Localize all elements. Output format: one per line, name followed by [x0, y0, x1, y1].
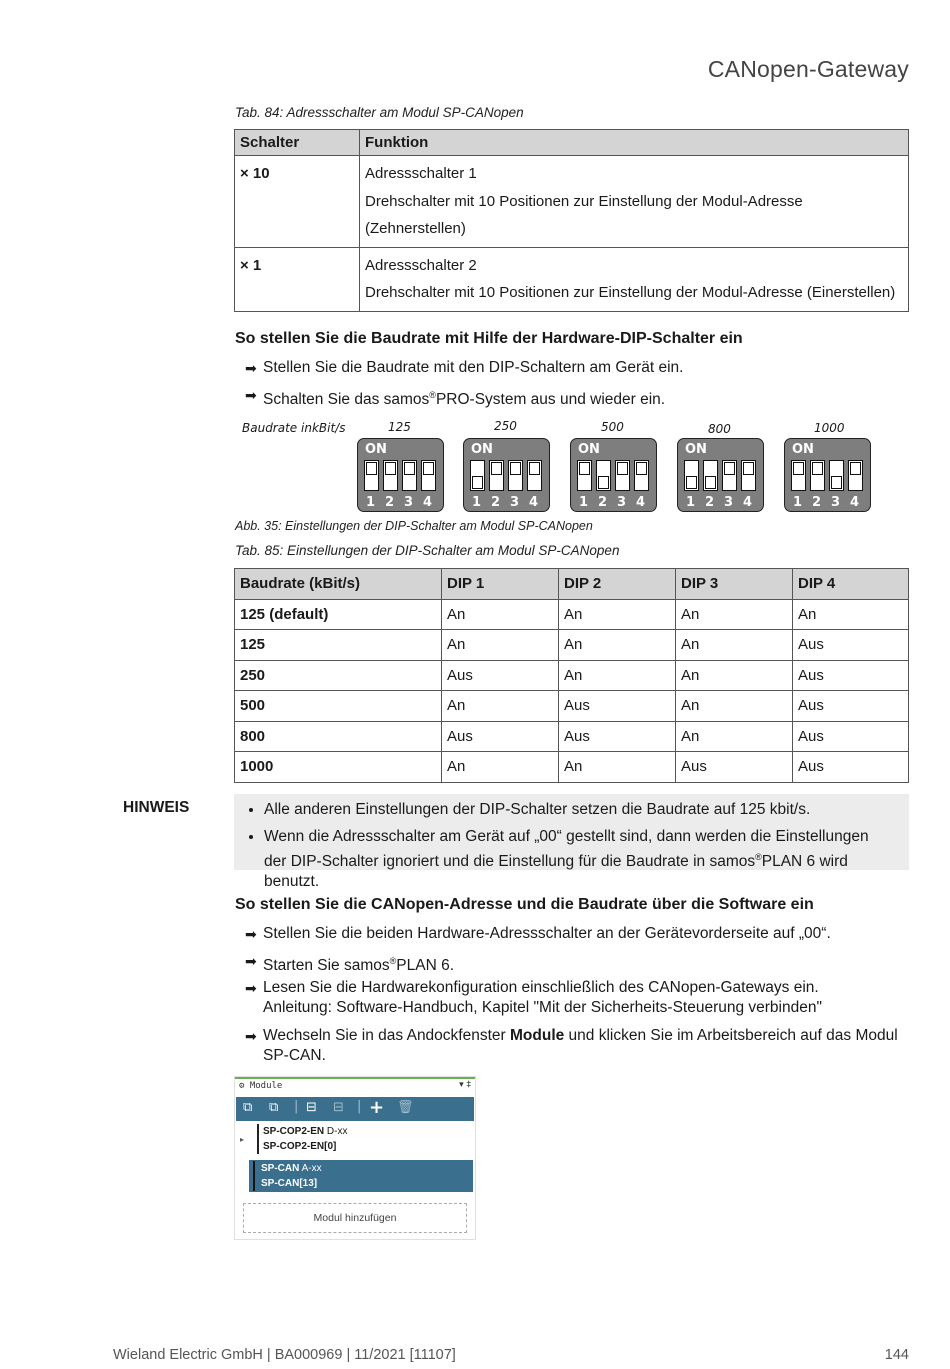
dip-on-label: ON	[471, 442, 493, 457]
dip-switch	[489, 460, 504, 491]
step-text-part: Starten Sie samos	[263, 957, 390, 975]
dip-state-cell: Aus	[793, 752, 909, 783]
module-name: SP-CAN	[261, 1163, 300, 1174]
dip-switch	[810, 460, 825, 491]
step-text-part: PRO-System aus und wieder ein.	[435, 391, 666, 409]
export-icon[interactable]: ⊟	[333, 1100, 344, 1115]
panel-accent-bar	[235, 1077, 475, 1079]
table-cell	[360, 156, 909, 248]
dip-switch-knob	[743, 462, 754, 475]
dip-switch-number: 4	[743, 495, 753, 510]
baudrate-cell: 1000	[235, 752, 442, 783]
dip-state-cell: Aus	[793, 660, 909, 691]
section-heading: So stellen Sie die Baudrate mit Hilfe der Hardware-DIP-Schalter ein	[235, 330, 743, 347]
dip-switch	[615, 460, 630, 491]
dip-figure-label: Baudrate inkBit/s	[242, 421, 346, 435]
table-row	[235, 721, 909, 752]
arrow-right-icon: ➡	[245, 360, 257, 376]
baudrate-cell: 125	[235, 630, 442, 661]
module-id: SP-CAN[13]	[261, 1178, 318, 1189]
dip-state-cell: Aus	[559, 691, 676, 722]
section-heading: So stellen Sie die CANopen-Adresse und die Baudrate über die Software ein	[235, 896, 814, 913]
toolbar-separator: |	[357, 1099, 362, 1114]
baudrate-cell: 800	[235, 721, 442, 752]
dip-rate-label: 500	[601, 420, 624, 434]
expand-arrow-icon[interactable]: ▸	[240, 1135, 245, 1144]
column-header: DIP 3	[676, 569, 793, 600]
dip-switch	[596, 460, 611, 491]
add-icon[interactable]: +	[369, 1097, 385, 1118]
import-icon[interactable]: ⊟	[306, 1100, 317, 1115]
dip-state-cell: An	[793, 599, 909, 630]
dip-rate-label: 125	[388, 420, 411, 434]
paste-icon[interactable]: ⧉	[269, 1100, 279, 1115]
dip-on-label: ON	[365, 442, 387, 457]
table-row	[235, 247, 909, 311]
baudrate-cell: 125 (default)	[235, 599, 442, 630]
arrow-right-icon: ➡	[245, 1028, 257, 1044]
dip-state-cell: An	[559, 630, 676, 661]
table-cell	[360, 247, 909, 311]
switch-name: × 10	[240, 165, 270, 182]
dip-switch	[634, 460, 649, 491]
dip-rate-label: 250	[494, 419, 517, 433]
table-cell	[235, 156, 360, 248]
dip-switch-number: 3	[724, 495, 734, 510]
panel-toolbar	[236, 1097, 474, 1121]
step-text	[263, 1026, 909, 1066]
step-item	[245, 385, 665, 410]
dip-switch-knob	[385, 462, 396, 475]
dip-switch-number: 1	[366, 495, 376, 510]
module-item-selected[interactable]	[249, 1160, 473, 1192]
dip-switch-knob	[366, 462, 377, 475]
dip-switch-number: 3	[831, 495, 841, 510]
dip-switch	[684, 460, 699, 491]
dip-switch-number: 3	[617, 495, 627, 510]
arrow-right-icon: ➡	[245, 926, 257, 942]
column-header: DIP 1	[442, 569, 559, 600]
column-header: Baudrate (kBit/s)	[235, 569, 442, 600]
dip-switch-knob	[793, 462, 804, 475]
dip-switch-knob	[686, 476, 697, 489]
dip-state-cell: An	[559, 599, 676, 630]
dip-switch-knob	[404, 462, 415, 475]
step-text-part: und klicken Sie im Arbeitsbereich auf das Modul SP-CAN.	[263, 1027, 898, 1064]
dip-switch-knob	[598, 476, 609, 489]
arrow-right-icon: ➡	[245, 980, 257, 996]
notice-item: • Alle anderen Einstellungen der DIP-Schalter setzen die Baudrate auf 125 kbit/s.	[264, 800, 889, 820]
module-panel	[234, 1076, 476, 1240]
dip-state-cell: An	[442, 630, 559, 661]
module-item-content	[253, 1161, 322, 1191]
dip-switch	[421, 460, 436, 491]
toolbar-separator: |	[294, 1099, 299, 1114]
dip-switch-knob	[617, 462, 628, 475]
dip-switch	[364, 460, 379, 491]
module-variant: D-xx	[324, 1126, 348, 1137]
dip-switch-block	[570, 438, 657, 512]
dip-switch-number: 3	[510, 495, 520, 510]
page-number: 144	[884, 1347, 909, 1363]
table85-caption: Tab. 85: Einstellungen der DIP-Schalter am Modul SP-CANopen	[235, 543, 620, 558]
dip-state-cell: An	[442, 752, 559, 783]
step-text-bold: Module	[510, 1027, 565, 1044]
dip-switch-knob	[579, 462, 590, 475]
table-header-row	[235, 569, 909, 600]
dip-state-cell: Aus	[793, 691, 909, 722]
dip-switch	[470, 460, 485, 491]
module-id: SP-COP2-EN[0]	[263, 1141, 337, 1152]
dip-switch	[508, 460, 523, 491]
dip-switch-number: 1	[686, 495, 696, 510]
dip-switch	[848, 460, 863, 491]
module-item[interactable]	[257, 1124, 347, 1154]
table-row	[235, 660, 909, 691]
step-text-part: Schalten Sie das samos	[263, 391, 430, 409]
step-item	[245, 1026, 909, 1066]
baudrate-cell: 500	[235, 691, 442, 722]
dip-switch-knob	[850, 462, 861, 475]
step-item	[245, 951, 454, 976]
dip-switch-knob	[812, 462, 823, 475]
baudrate-cell: 250	[235, 660, 442, 691]
cell-line: Drehschalter mit 10 Positionen zur Einstellung der Modul-Adresse	[365, 192, 803, 210]
table-row	[235, 630, 909, 661]
registered-mark: ®	[389, 956, 397, 966]
notice-box	[234, 794, 909, 891]
dip-switch-knob	[705, 476, 716, 489]
dip-on-label: ON	[685, 442, 707, 457]
dip-switch-number: 4	[850, 495, 860, 510]
step-text	[263, 385, 665, 410]
page-header-title: CANopen-Gateway	[707, 56, 909, 82]
module-icon: ⚙	[239, 1081, 245, 1091]
dip-state-cell: Aus	[559, 721, 676, 752]
step-text-line: Lesen Sie die Hardwarekonfiguration einschließlich des CANopen-Gateways ein.	[263, 979, 819, 996]
dip-switch	[527, 460, 542, 491]
table85	[234, 568, 909, 783]
cell-line: Adressschalter 2	[365, 256, 477, 274]
column-header: Funktion	[360, 130, 909, 156]
dip-switch	[829, 460, 844, 491]
dip-switch-block	[784, 438, 871, 512]
table84	[234, 129, 909, 312]
table-header-row	[235, 130, 909, 156]
step-text: Stellen Sie die Baudrate mit den DIP-Schaltern am Gerät ein.	[263, 359, 684, 376]
dip-switch	[791, 460, 806, 491]
dip-switch	[383, 460, 398, 491]
dip-switch-knob	[510, 462, 521, 475]
pin-icon[interactable]: ▾ ‡	[459, 1080, 471, 1090]
copy-icon[interactable]: ⧉	[243, 1100, 253, 1115]
panel-title	[239, 1081, 282, 1091]
table-row	[235, 156, 909, 248]
cell-line: (Zehnerstellen)	[365, 220, 466, 237]
step-text-part: PLAN 6.	[396, 957, 455, 975]
dip-state-cell: An	[676, 721, 793, 752]
dip-switch	[722, 460, 737, 491]
panel-title-text: Module	[249, 1081, 283, 1091]
cell-line: Drehschalter mit 10 Positionen zur Einstellung der Modul-Adresse (Einerstellen)	[365, 284, 896, 301]
step-text-line: Anleitung: Software-Handbuch, Kapitel "Mit der Sicherheits-Steuerung verbinden"	[263, 999, 822, 1016]
step-text	[263, 978, 822, 1018]
table-cell	[235, 247, 360, 311]
dip-state-cell: An	[442, 599, 559, 630]
dip-state-cell: Aus	[793, 721, 909, 752]
dip-switch-number: 4	[423, 495, 433, 510]
dip-on-label: ON	[578, 442, 600, 457]
column-header: DIP 4	[793, 569, 909, 600]
switch-name: × 1	[240, 256, 262, 274]
dip-state-cell: Aus	[676, 752, 793, 783]
dip-switch-block	[357, 438, 444, 512]
dip-state-cell: An	[676, 691, 793, 722]
dip-switch-number: 1	[579, 495, 589, 510]
module-variant: A-xx	[299, 1163, 322, 1174]
dip-switch-knob	[529, 462, 540, 475]
notice-text-part: PLAN 6 wird benutzt.	[264, 853, 848, 891]
step-text-part: Wechseln Sie in das Andockfenster	[263, 1027, 510, 1044]
dip-state-cell: An	[676, 599, 793, 630]
notice-label: HINWEIS	[123, 799, 190, 816]
dip-switch-knob	[831, 476, 842, 489]
dip-state-cell: Aus	[442, 721, 559, 752]
table84-caption: Tab. 84: Adressschalter am Modul SP-CANopen	[235, 105, 524, 120]
dip-switch-number: 2	[385, 495, 395, 510]
step-item	[245, 978, 822, 1018]
dip-switch-block	[677, 438, 764, 512]
dip-switch-knob	[472, 476, 483, 489]
dip-switch-number: 2	[812, 495, 822, 510]
notice-item	[264, 827, 889, 892]
add-module-button[interactable]: Modul hinzufügen	[243, 1203, 467, 1233]
dip-switch	[577, 460, 592, 491]
registered-mark: ®	[755, 852, 762, 862]
arrow-right-icon: ➡	[245, 953, 257, 969]
step-item	[245, 358, 683, 378]
dip-switch-knob	[724, 462, 735, 475]
dip-state-cell: Aus	[793, 630, 909, 661]
column-header: Schalter	[235, 130, 360, 156]
table-row	[235, 599, 909, 630]
dip-switch-number: 4	[636, 495, 646, 510]
table-row	[235, 752, 909, 783]
footer-text: Wieland Electric GmbH | BA000969 | 11/2021 [11107]	[113, 1347, 456, 1363]
dip-state-cell: An	[676, 630, 793, 661]
figure-caption: Abb. 35: Einstellungen der DIP-Schalter am Modul SP-CANopen	[235, 519, 593, 533]
delete-icon[interactable]: 🗑	[397, 1100, 414, 1115]
table-row	[235, 691, 909, 722]
dip-switch-number: 4	[529, 495, 539, 510]
dip-switch	[741, 460, 756, 491]
registered-mark: ®	[429, 390, 436, 400]
dip-state-cell: An	[559, 752, 676, 783]
step-text	[263, 951, 454, 976]
dip-state-cell: An	[676, 660, 793, 691]
module-name: SP-COP2-EN	[263, 1126, 325, 1137]
dip-switch-number: 1	[793, 495, 803, 510]
dip-state-cell: An	[442, 691, 559, 722]
step-text: Stellen Sie die beiden Hardware-Adressschalter an der Gerätevorderseite auf „00“.	[263, 925, 831, 942]
step-item	[245, 924, 831, 944]
dip-switch-number: 2	[491, 495, 501, 510]
dip-switch	[703, 460, 718, 491]
dip-rate-label: 800	[708, 422, 731, 436]
dip-rate-label: 1000	[814, 421, 845, 435]
dip-switch-knob	[491, 462, 502, 475]
column-header: DIP 2	[559, 569, 676, 600]
dip-switch-knob	[636, 462, 647, 475]
dip-state-cell: Aus	[442, 660, 559, 691]
dip-switch	[402, 460, 417, 491]
dip-switch-number: 1	[472, 495, 482, 510]
dip-state-cell: An	[559, 660, 676, 691]
dip-switch-number: 3	[404, 495, 414, 510]
dip-switch-knob	[423, 462, 434, 475]
cell-line: Adressschalter 1	[365, 165, 477, 182]
dip-on-label: ON	[792, 442, 814, 457]
arrow-right-icon: ➡	[245, 387, 257, 403]
dip-switch-block	[463, 438, 550, 512]
notice-text-part: Wenn die Adressschalter am Gerät auf „00“ gestellt sind, dann werden die Einstellungen der DIP-Schalter ignoriert und die Einstellung für die Baudrate in samos	[264, 828, 869, 871]
dip-switch-number: 2	[705, 495, 715, 510]
dip-switch-number: 2	[598, 495, 608, 510]
